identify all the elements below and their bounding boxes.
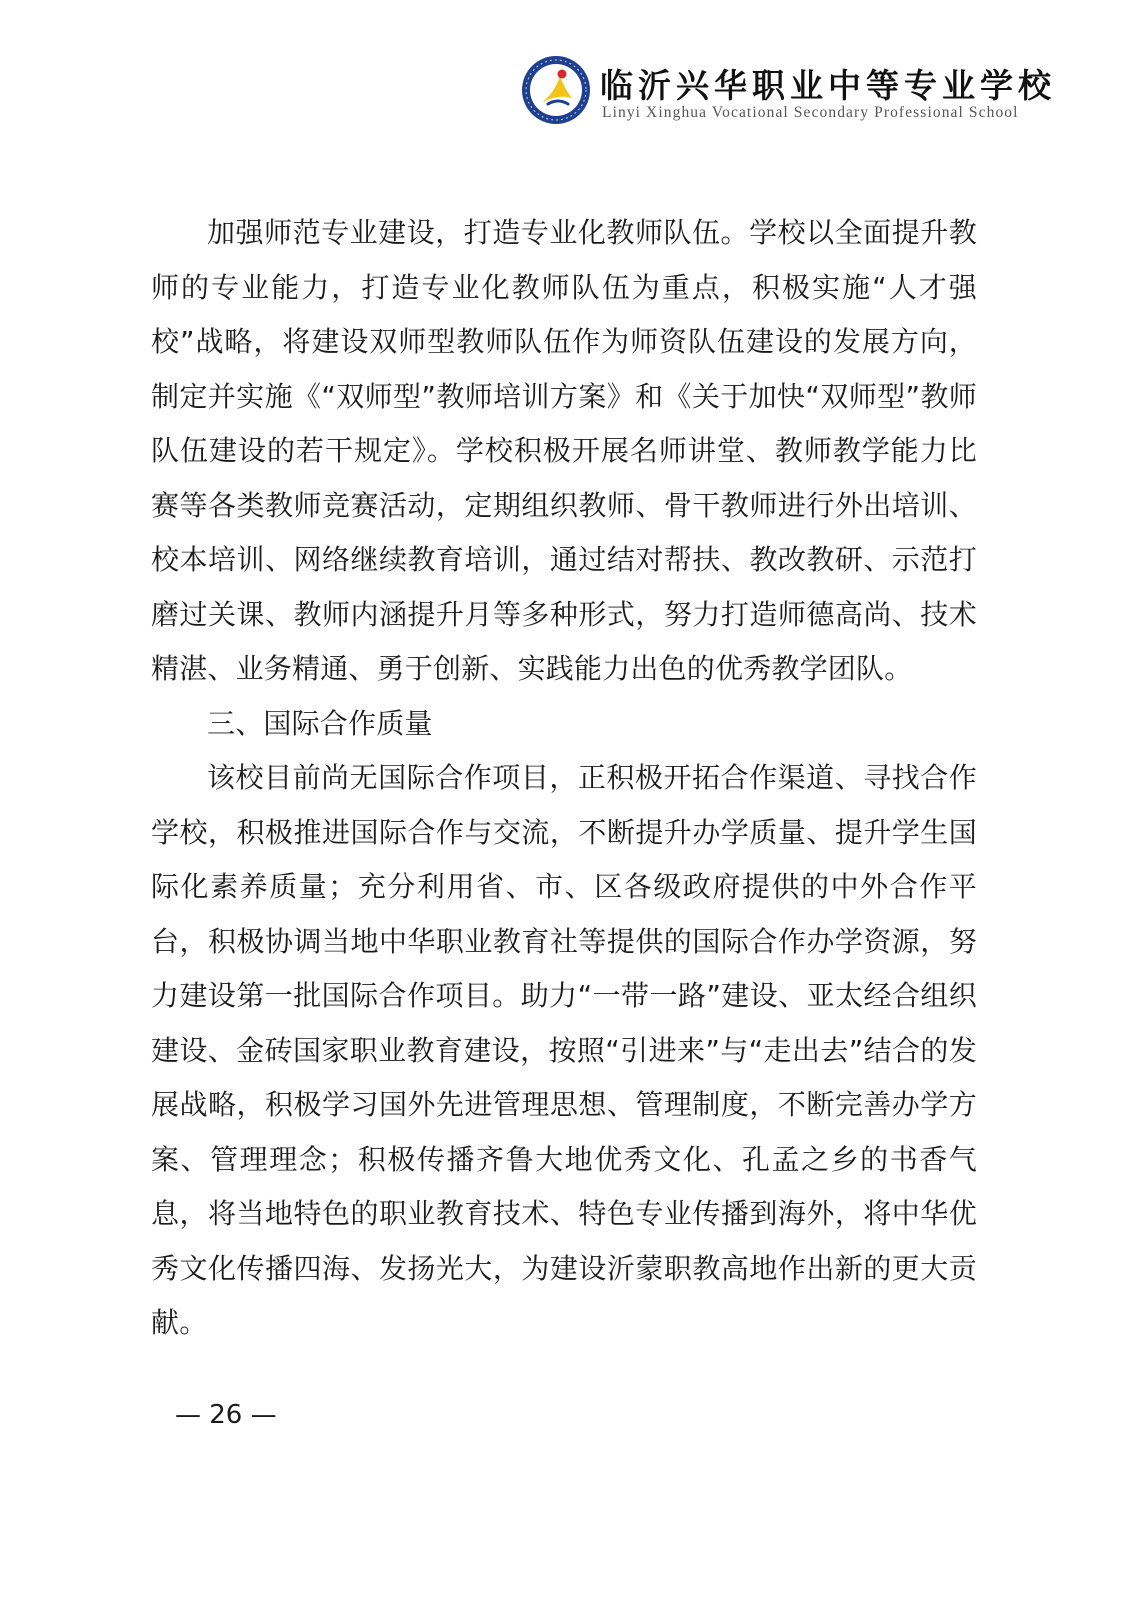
paragraph-teacher-team: 加强师范专业建设，打造专业化教师队伍。学校以全面提升教师的专业能力，打造专业化教师队伍为重点，积极实施“人才强校”战略，将建设双师型教师队伍作为师资队伍建设的发展方向，制定并实施《“双师型”教师培训方案》和《关于加快“双师型”教师队伍建设的若干规定》。学校积极开展名师讲堂、教师教学能力比赛等各类教师竞赛活动，定期组织教师、骨干教师进行外出培训、校本培训、网络继续教育培训，通过结对帮扶、教改教研、示范打磨过关课、教师内涵提升月等多种形式，努力打造师德高尚、技术精湛、业务精通、勇于创新、实践能力出色的优秀教学团队。 [151,216,977,685]
paragraph-international-cooperation: 该校目前尚无国际合作项目，正积极开拓合作渠道、寻找合作学校，积极推进国际合作与交流，不断提升办学质量、提升学生国际化素养质量；充分利用省、市、区各级政府提供的中外合作平台，积极协调当地中华职业教育社等提供的国际合作办学资源，努力建设第一批国际合作项目。助力“一带一路”建设、亚太经合组织建设、金砖国家职业教育建设，按照“引进来”与“走出去”结合的发展战略，积极学习国外先进管理思想、管理制度，不断完善办学方案、管理理念；积极传播齐鲁大地优秀文化、孔孟之乡的书香气息，将当地特色的职业教育技术、特色专业传播到海外，将中华优秀文化传播四海、发扬光大，为建设沂蒙职教高地作出新的更大贡献。 [151,761,977,1339]
page-number: — 26 — [175,1400,277,1430]
page-header [520,52,1080,132]
section-heading-international-cooperation: 三、国际合作质量 [207,706,433,740]
school-name-chinese: 临沂兴华职业中等专业学校 [600,66,1056,105]
school-name-english: Linyi Xinghua Vocational Secondary Professional School [602,104,1019,121]
document-body [151,206,977,1351]
school-seal-icon [520,54,592,126]
